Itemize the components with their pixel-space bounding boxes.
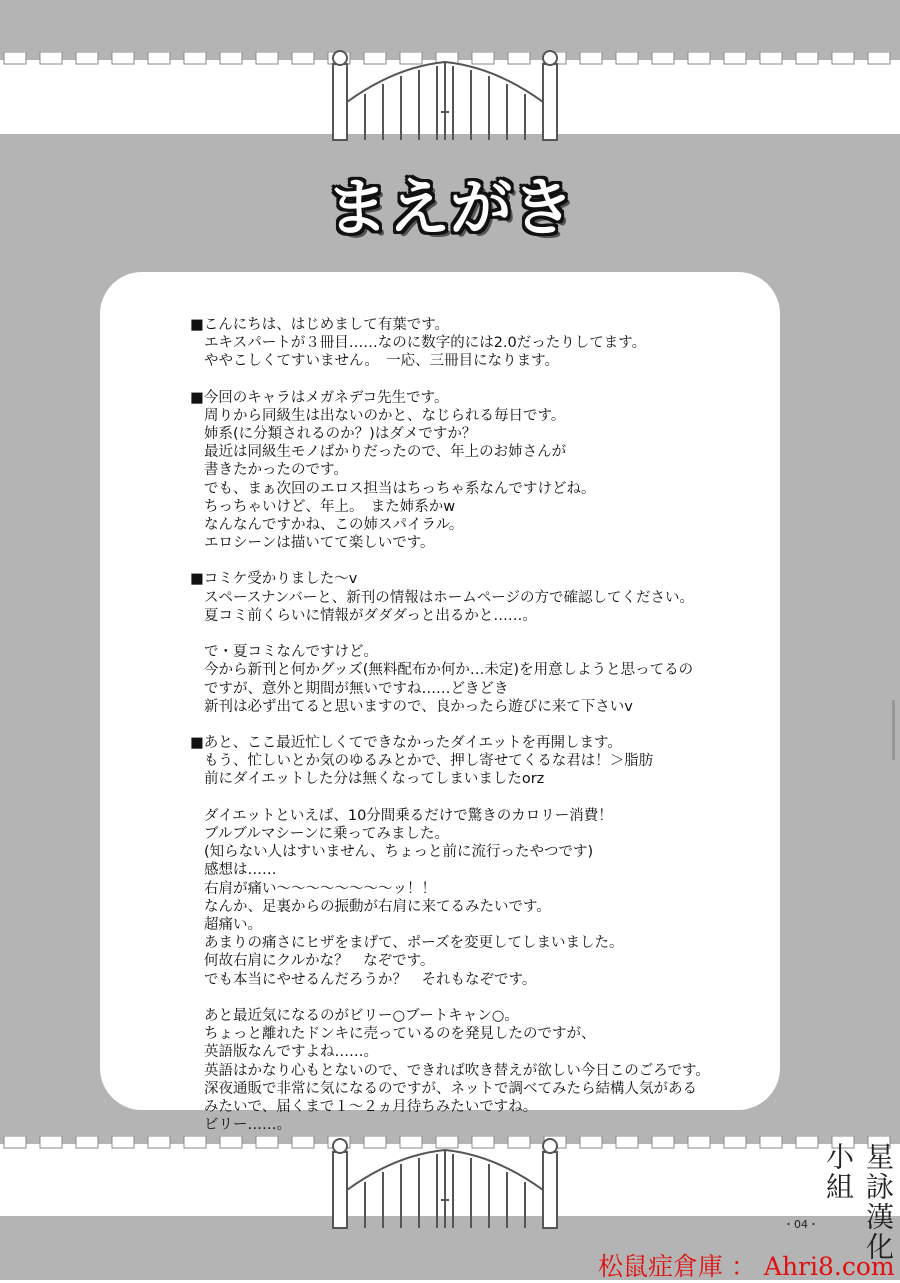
text-line: 夏コミ前くらいに情報がダダダっと出るかと……。 xyxy=(204,607,537,624)
merlon xyxy=(4,52,26,64)
text-line: ややこしくてすいません。 一応、三冊目になります。 xyxy=(204,353,559,370)
merlon xyxy=(580,1136,602,1148)
merlon xyxy=(724,1136,746,1148)
text-line: みたいで、届くまで１～２ヵ月待ちみたいですね。 xyxy=(204,1099,538,1116)
text-line: エロシーンは描いてて楽しいです。 xyxy=(204,535,435,552)
edge-mark xyxy=(892,700,895,760)
text-line: ■コミケ受かりました～v xyxy=(190,571,358,588)
merlon xyxy=(148,1136,170,1148)
text-line: ■あと、ここ最近忙しくてできなかったダイエットを再開します。 xyxy=(190,735,622,752)
merlon xyxy=(112,1136,134,1148)
merlon xyxy=(688,52,710,64)
text-line: 新刊は必ず出てると思いますので、良かったら遊びに来て下さいv xyxy=(204,698,633,715)
text-line: 最近は同級生モノばかりだったので、年上のお姉さんが xyxy=(204,444,567,461)
merlon xyxy=(40,1136,62,1148)
merlon xyxy=(184,52,206,64)
text-line: 周りから同級生は出ないのかと、なじられる毎日です。 xyxy=(204,407,566,424)
text-line: なんか、足裏からの振動が右肩に来てるみたいです。 xyxy=(204,898,551,915)
paragraph-2 xyxy=(190,389,750,553)
merlon xyxy=(148,52,170,64)
text-line: 右肩が痛い～～～～～～～～ッ！！ xyxy=(204,880,436,897)
merlon xyxy=(760,52,782,64)
merlon xyxy=(292,52,314,64)
text-line: 深夜通販で非常に気になるのですが、ネットで調べてみたら結構人気がある xyxy=(204,1080,697,1097)
text-line: で・夏コミなんですけど。 xyxy=(204,644,378,661)
merlon xyxy=(724,52,746,64)
text-line: ■こんにちは、はじめまして有葉です。 xyxy=(190,317,450,333)
text-line: なんなんですかね、この姉スパイラル。 xyxy=(204,517,464,534)
text-line: ビリー……。 xyxy=(204,1117,291,1134)
merlon xyxy=(868,52,890,64)
blank-line xyxy=(190,789,750,807)
text-line: エキスパートが３冊目……なのに数字的には2.0だったりしてます。 xyxy=(204,335,647,352)
preface-text xyxy=(190,316,750,1207)
merlon xyxy=(220,52,242,64)
paragraph-4 xyxy=(190,734,750,1134)
scanlation-group-name: 星詠漢化小組 xyxy=(822,1142,895,1262)
merlon xyxy=(76,1136,98,1148)
text-line: ちっちゃいけど、年上。 また姉系かw xyxy=(204,498,456,515)
blank-line xyxy=(190,625,750,643)
text-line: でも本当にやせるんだろうか？ それもなぞです。 xyxy=(204,971,537,988)
merlon xyxy=(40,52,62,64)
merlon xyxy=(184,1136,206,1148)
text-line: 何故右肩にクルかな？ なぞです。 xyxy=(204,953,435,970)
merlon xyxy=(580,52,602,64)
merlon xyxy=(292,1136,314,1148)
text-line: ■今回のキャラはメガネデコ先生です。 xyxy=(190,389,449,406)
merlon xyxy=(616,52,638,64)
text-line: 英語版なんですよね……。 xyxy=(204,1044,378,1061)
merlon xyxy=(796,52,818,64)
merlon xyxy=(760,1136,782,1148)
text-line: 書きたかったのです。 xyxy=(204,462,348,479)
text-line: 姉系(に分類されるのか？)はダメですか？ xyxy=(204,426,477,443)
text-line: ちょっと離れたドンキに売っているのを発見したのですが、 xyxy=(204,1026,596,1043)
site-watermark: 松鼠症倉庫 ： Ahri8.com xyxy=(598,1252,895,1281)
text-line: 今から新刊と何かグッズ(無料配布か何か…未定)を用意しようと思ってるの xyxy=(204,662,694,679)
merlon xyxy=(652,1136,674,1148)
merlon xyxy=(4,1136,26,1148)
paragraph-1 xyxy=(190,316,750,371)
text-line: 超痛い。 xyxy=(204,917,262,934)
merlon xyxy=(220,1136,242,1148)
page-number: ・04・ xyxy=(783,1218,819,1231)
text-line: スペースナンバーと、新刊の情報はホームページの方で確認してください。 xyxy=(204,589,694,606)
text-line: あと最近気になるのがビリー○ブートキャン○。 xyxy=(204,1008,519,1025)
text-line: (知らない人はすいません、ちょっと前に流行ったやつです) xyxy=(204,844,594,861)
blank-line xyxy=(190,989,750,1007)
merlon xyxy=(76,52,98,64)
text-line: あまりの痛さにヒザをまげて、ポーズを変更してしまいました。 xyxy=(204,935,624,952)
text-line: でも、まぁ次回のエロス担当はちっちゃ系なんですけどね。 xyxy=(204,480,596,497)
merlon xyxy=(652,52,674,64)
merlon xyxy=(796,1136,818,1148)
text-line: もう、忙しいとか気のゆるみとかで、押し寄せてくるな君は！＞脂肪 xyxy=(204,753,654,770)
bottom-gate-illustration xyxy=(325,1130,565,1230)
page-title: まえがき xyxy=(325,171,574,244)
text-line: 前にダイエットした分は無くなってしまいましたorz xyxy=(204,771,545,788)
merlon xyxy=(616,1136,638,1148)
paragraph-3 xyxy=(190,570,750,716)
top-gate-illustration xyxy=(325,42,565,142)
text-line: 英語はかなり心もとないので、できれば吹き替えが欲しい今日このごろです。 xyxy=(204,1062,710,1079)
merlon xyxy=(112,52,134,64)
merlon xyxy=(256,1136,278,1148)
text-line: ダイエットといえば、10分間乗るだけで驚きのカロリー消費！ xyxy=(204,807,613,824)
merlon xyxy=(256,52,278,64)
merlon xyxy=(688,1136,710,1148)
text-line: 感想は…… xyxy=(204,862,277,879)
merlon xyxy=(832,52,854,64)
text-line: ブルブルマシーンに乗ってみました。 xyxy=(204,826,450,843)
text-line: ですが、意外と期間が無いですね……どきどき xyxy=(204,680,509,697)
